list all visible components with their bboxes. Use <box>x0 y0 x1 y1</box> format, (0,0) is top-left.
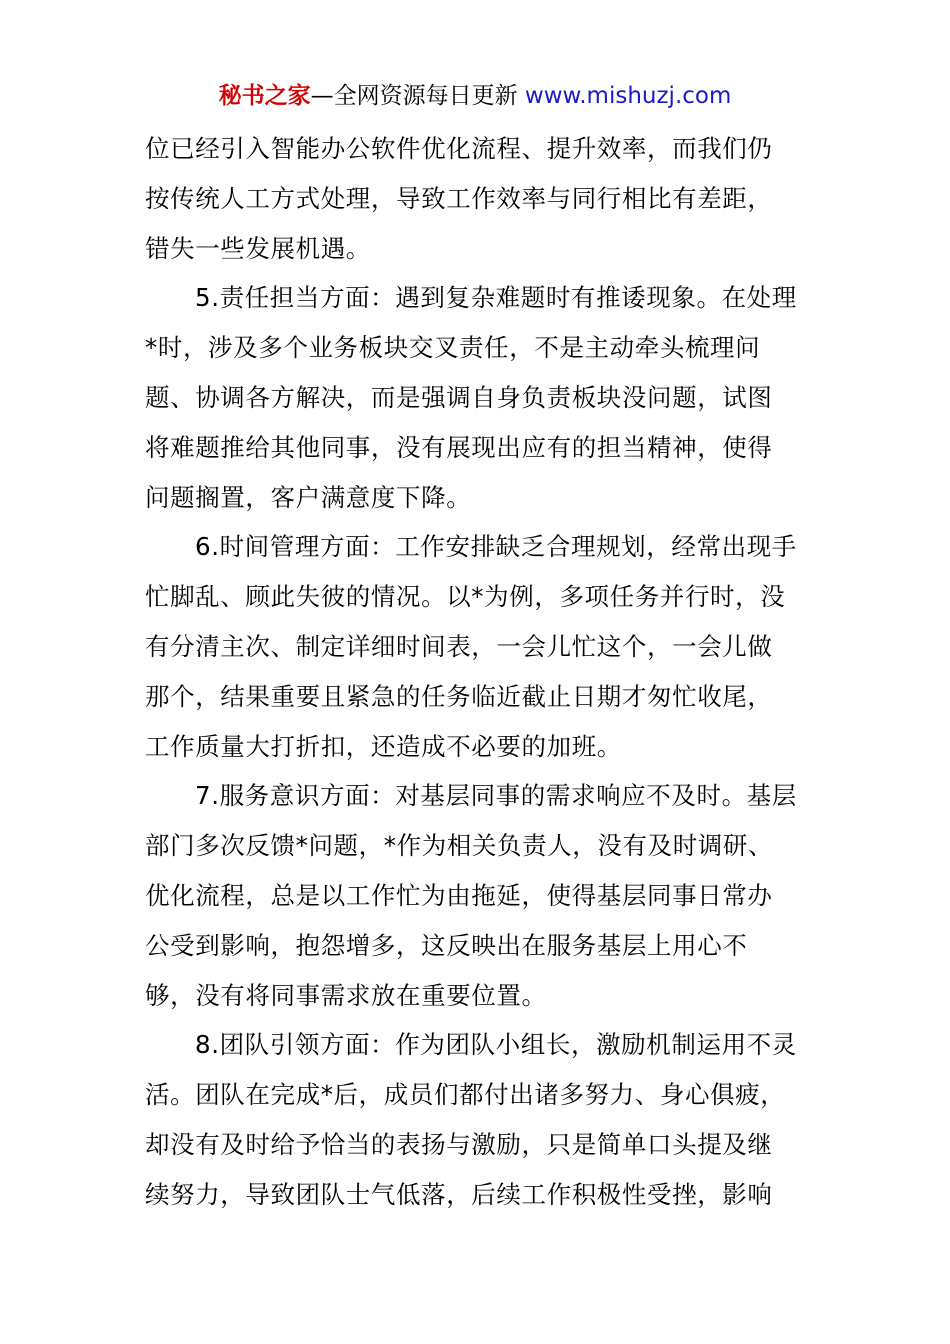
paragraph-5-start: 5.责任担当方面：遇到复杂难题时有推诿现象。在处理 <box>195 283 797 313</box>
document-body <box>145 124 815 1220</box>
text-line: 有分清主次、制定详细时间表，一会儿忙这个，一会儿做 <box>145 631 773 661</box>
text-line: 将难题推给其他同事，没有展现出应有的担当精神，使得 <box>145 432 773 462</box>
text-line: 够，没有将同事需求放在重要位置。 <box>145 980 547 1010</box>
text-line: 错失一些发展机遇。 <box>145 233 371 263</box>
text-line: 却没有及时给予恰当的表扬与激励，只是简单口头提及继 <box>145 1129 773 1159</box>
text-line: 续努力，导致团队士气低落，后续工作积极性受挫，影响 <box>145 1179 773 1209</box>
text-line: 题、协调各方解决，而是强调自身负责板块没问题，试图 <box>145 382 773 412</box>
text-line: 那个，结果重要且紧急的任务临近截止日期才匆忙收尾， <box>145 681 773 711</box>
paragraph-6-start: 6.时间管理方面：工作安排缺乏合理规划，经常出现手 <box>195 532 797 562</box>
text-line: 活。团队在完成*后，成员们都付出诸多努力、身心俱疲， <box>145 1080 786 1110</box>
text-line: 公受到影响，抱怨增多，这反映出在服务基层上用心不 <box>145 930 748 960</box>
text-line: *时，涉及多个业务板块交叉责任，不是主动牵头梳理问 <box>145 333 761 363</box>
page-header <box>0 80 950 112</box>
paragraph-7-start: 7.服务意识方面：对基层同事的需求响应不及时。基层 <box>195 781 797 811</box>
header-tagline: —全网资源每日更新 <box>310 83 518 109</box>
text-line: 忙脚乱、顾此失彼的情况。以*为例，多项任务并行时，没 <box>145 582 786 612</box>
paragraph-8-start: 8.团队引领方面：作为团队小组长，激励机制运用不灵 <box>195 1030 797 1060</box>
text-line: 位已经引入智能办公软件优化流程、提升效率，而我们仍 <box>145 134 773 163</box>
text-line: 优化流程，总是以工作忙为由拖延，使得基层同事日常办 <box>145 880 773 910</box>
text-line: 工作质量大打折扣，还造成不必要的加班。 <box>145 731 622 761</box>
site-url-link[interactable]: www.mishuzj.com <box>524 83 732 109</box>
brand-name: 秘书之家 <box>218 83 311 109</box>
text-line: 部门多次反馈*问题，*作为相关负责人，没有及时调研、 <box>145 831 774 861</box>
text-line: 按传统人工方式处理，导致工作效率与同行相比有差距， <box>145 183 773 213</box>
text-line: 问题搁置，客户满意度下降。 <box>145 482 472 512</box>
